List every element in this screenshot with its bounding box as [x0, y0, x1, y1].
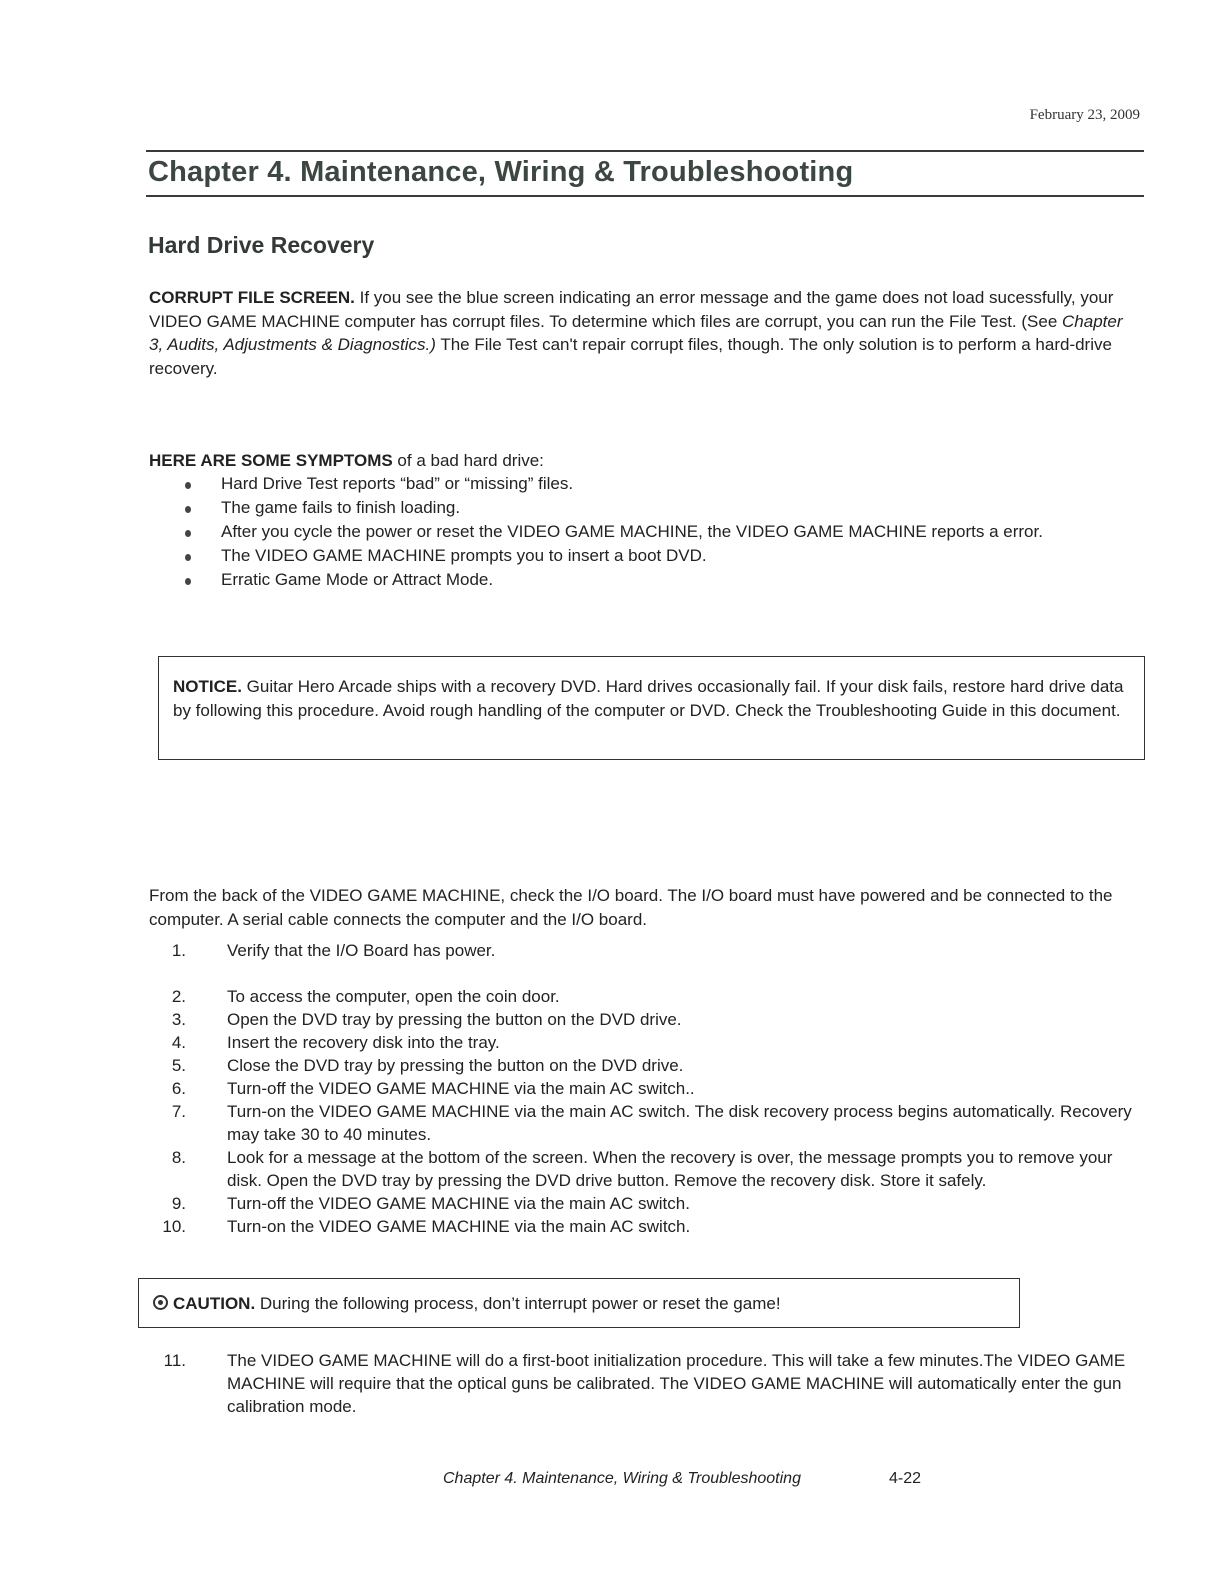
notice-label: NOTICE. — [173, 677, 242, 696]
list-item — [180, 544, 1130, 568]
symptom-text: The game fails to finish loading. — [221, 498, 461, 517]
list-item — [150, 1054, 1140, 1077]
caution-circle-icon — [153, 1295, 168, 1310]
list-item — [150, 1215, 1140, 1238]
notice-text — [173, 675, 1130, 723]
list-item — [150, 1192, 1140, 1215]
step-text: Open the DVD tray by pressing the button on the DVD drive. — [227, 1010, 682, 1029]
list-item — [180, 568, 1130, 592]
list-item — [150, 939, 1140, 962]
step-number: 9. — [171, 1194, 186, 1213]
steps-list-part-1 — [150, 939, 1140, 962]
step-number: 11. — [163, 1351, 186, 1370]
list-item — [150, 1146, 1140, 1192]
io-board-paragraph: From the back of the VIDEO GAME MACHINE, check the I/O board. The I/O board must have powered and be connected to the computer. A serial cable connects the computer and the I/O board. — [149, 886, 1113, 929]
symptom-text: Hard Drive Test reports “bad” or “missing” files. — [221, 474, 574, 493]
bullet-icon — [185, 578, 191, 585]
step-text: Turn-off the VIDEO GAME MACHINE via the main AC switch.. — [227, 1079, 695, 1098]
step-text: To access the computer, open the coin door. — [227, 987, 560, 1006]
step-text: Turn-on the VIDEO GAME MACHINE via the main AC switch. — [227, 1217, 691, 1236]
step-number: 8. — [171, 1148, 186, 1167]
step-number: 1. — [171, 941, 186, 960]
symptom-text: The VIDEO GAME MACHINE prompts you to insert a boot DVD. — [221, 546, 707, 565]
symptom-text: Erratic Game Mode or Attract Mode. — [221, 570, 494, 589]
step-text: Look for a message at the bottom of the screen. When the recovery is over, the message prompts you to remove your disk. Open the DVD tray by pressing the DVD drive button. Remove the recovery disk. Store it safely. — [227, 1148, 1113, 1190]
document-date: February 23, 2009 — [1029, 107, 1140, 123]
list-item — [180, 496, 1130, 520]
step-number: 4. — [171, 1033, 186, 1052]
chapter-top-rule — [146, 150, 1144, 152]
step-text: Insert the recovery disk into the tray. — [227, 1033, 500, 1052]
symptoms-list — [180, 472, 1130, 592]
list-item — [150, 1349, 1140, 1418]
list-item — [150, 1077, 1140, 1100]
corrupt-file-text-2: The File Test can't repair corrupt files, though. The only solution is to perform a hard-drive recovery. — [149, 335, 1112, 378]
caution-label: CAUTION. — [173, 1294, 256, 1313]
corrupt-file-paragraph — [149, 286, 1134, 380]
step-number: 3. — [171, 1010, 186, 1029]
symptoms-label: HERE ARE SOME SYMPTOMS — [149, 451, 393, 470]
caution-body: During the following process, don’t interrupt power or reset the game! — [255, 1294, 781, 1313]
symptoms-intro — [149, 449, 1134, 473]
corrupt-file-text-1: If you see the blue screen indicating an error message and the game does not load sucessfully, your VIDEO GAME MACHINE computer has corrupt files. To determine which files are corrupt, you can run the File Test. (See — [149, 288, 1114, 331]
page-footer — [443, 1470, 922, 1488]
notice-box — [158, 656, 1145, 760]
symptoms-intro-text: of a bad hard drive: — [392, 451, 544, 470]
notice-body: Guitar Hero Arcade ships with a recovery DVD. Hard drives occasionally fail. If your disk fails, restore hard drive data by following this procedure. Avoid rough handling of the computer or DVD. Check the Troubleshooting Guide in this document. — [173, 677, 1124, 720]
steps-list-part-3 — [150, 1349, 1140, 1418]
bullet-icon — [185, 506, 191, 513]
caution-text — [153, 1293, 1007, 1315]
symptom-text: After you cycle the power or reset the VIDEO GAME MACHINE, the VIDEO GAME MACHINE reports a error. — [221, 522, 1043, 541]
bullet-icon — [185, 530, 191, 537]
page-number: 4-22 — [889, 1470, 922, 1487]
section-title: Hard Drive Recovery — [148, 232, 375, 258]
step-text: Verify that the I/O Board has power. — [227, 941, 496, 960]
list-item — [150, 1100, 1140, 1146]
corrupt-file-label: CORRUPT FILE SCREEN. — [149, 288, 355, 307]
list-item — [150, 985, 1140, 1008]
step-text: Turn-on the VIDEO GAME MACHINE via the main AC switch. The disk recovery process begins automatically. Recovery may take 30 to 40 minutes. — [227, 1102, 1132, 1144]
caution-box — [138, 1278, 1020, 1328]
steps-list-part-2 — [150, 985, 1140, 1238]
step-number: 2. — [171, 987, 186, 1006]
step-number: 7. — [171, 1102, 186, 1121]
list-item — [150, 1008, 1140, 1031]
chapter-title: Chapter 4. Maintenance, Wiring & Troubleshooting — [148, 156, 854, 188]
chapter-3-reference: Chapter 3, Audits, Adjustments & Diagnostics.) — [149, 311, 1123, 354]
bullet-icon — [185, 554, 191, 561]
step-text: Close the DVD tray by pressing the button on the DVD drive. — [227, 1056, 684, 1075]
step-text: The VIDEO GAME MACHINE will do a first-boot initialization procedure. This will take a few minutes.The VIDEO GAME MACHINE will require that the optical guns be calibrated. The VIDEO GAME MACHINE will automatically enter the gun calibration mode. — [227, 1351, 1126, 1416]
step-number: 5. — [171, 1056, 186, 1075]
step-text: Turn-off the VIDEO GAME MACHINE via the main AC switch. — [227, 1194, 690, 1213]
footer-chapter-title: Chapter 4. Maintenance, Wiring & Troubleshooting — [443, 1470, 801, 1487]
step-number: 10. — [162, 1217, 186, 1236]
bullet-icon — [185, 482, 191, 489]
list-item — [180, 520, 1130, 544]
list-item — [180, 472, 1130, 496]
chapter-bottom-rule — [146, 195, 1144, 197]
list-item — [150, 1031, 1140, 1054]
step-number: 6. — [171, 1079, 186, 1098]
